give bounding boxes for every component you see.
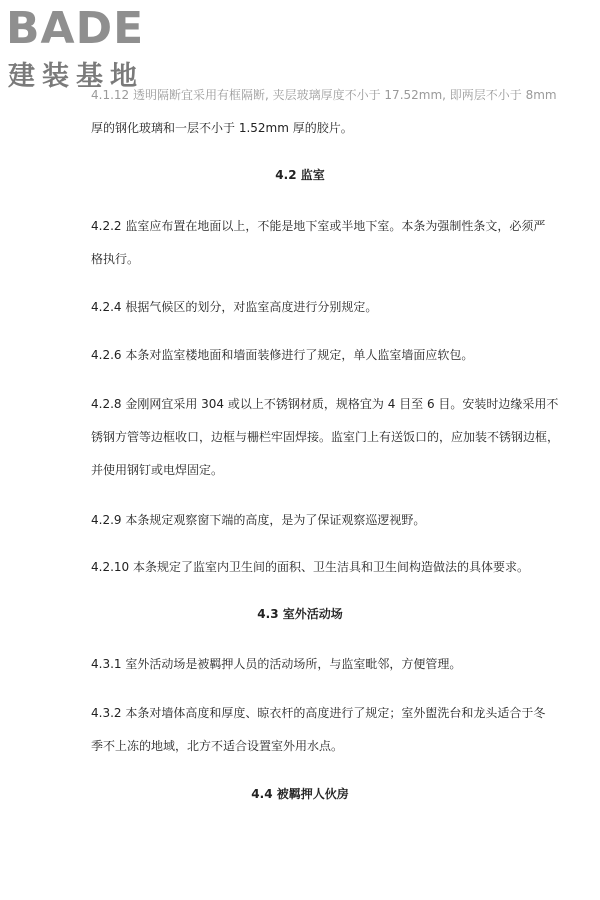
clause-4-2-6: 4.2.6 本条对监室楼地面和墙面装修进行了规定，单人监室墙面应软包。 [91, 348, 474, 362]
clause-4-2-8-line-1: 4.2.8 金刚网宜采用 304 或以上不锈钢材质，规格宜为 4 目至 6 目。安装时边缘采用不 [91, 397, 559, 411]
section-heading-4-4: 4.4 被羁押人伙房 [251, 787, 349, 801]
section-heading-4-2: 4.2 监室 [275, 168, 325, 182]
section-heading-4-3: 4.3 室外活动场 [257, 607, 343, 621]
logo-subtitle: 建装基地 [8, 61, 144, 92]
clause-4-2-4: 4.2.4 根据气候区的划分，对监室高度进行分别规定。 [91, 300, 378, 314]
clause-4-1-12-line-1: 4.1.12 透明隔断宜采用有框隔断, 夹层玻璃厚度不小于 17.52mm, 即两层不小于 8mm [91, 88, 557, 102]
clause-4-3-2-line-2: 季不上冻的地域，北方不适合设置室外用水点。 [91, 739, 344, 753]
clause-4-2-2-line-1: 4.2.2 监室应布置在地面以上，不能是地下室或半地下室。本条为强制性条文，必须严 [91, 219, 546, 233]
clause-4-3-1: 4.3.1 室外活动场是被羁押人员的活动场所，与监室毗邻，方便管理。 [91, 657, 462, 671]
clause-4-2-9: 4.2.9 本条规定观察窗下端的高度，是为了保证观察巡逻视野。 [91, 513, 426, 527]
clause-4-2-2-line-2: 格执行。 [91, 252, 140, 266]
logo-wordmark: BADE [6, 3, 145, 54]
clause-4-2-10: 4.2.10 本条规定了监室内卫生间的面积、卫生洁具和卫生间构造做法的具体要求。 [91, 560, 529, 574]
clause-4-3-2-line-1: 4.3.2 本条对墙体高度和厚度、晾衣杆的高度进行了规定；室外盥洗台和龙头适合于冬 [91, 706, 546, 720]
clause-4-1-12-line-2: 厚的钢化玻璃和一层不小于 1.52mm 厚的胶片。 [91, 121, 353, 135]
clause-4-2-8-line-3: 并使用钢钉或电焊固定。 [91, 463, 224, 477]
clause-4-2-8-line-2: 锈钢方管等边框收口，边框与栅栏牢固焊接。监室门上有送饭口的，应加装不锈钢边框， [91, 430, 560, 444]
